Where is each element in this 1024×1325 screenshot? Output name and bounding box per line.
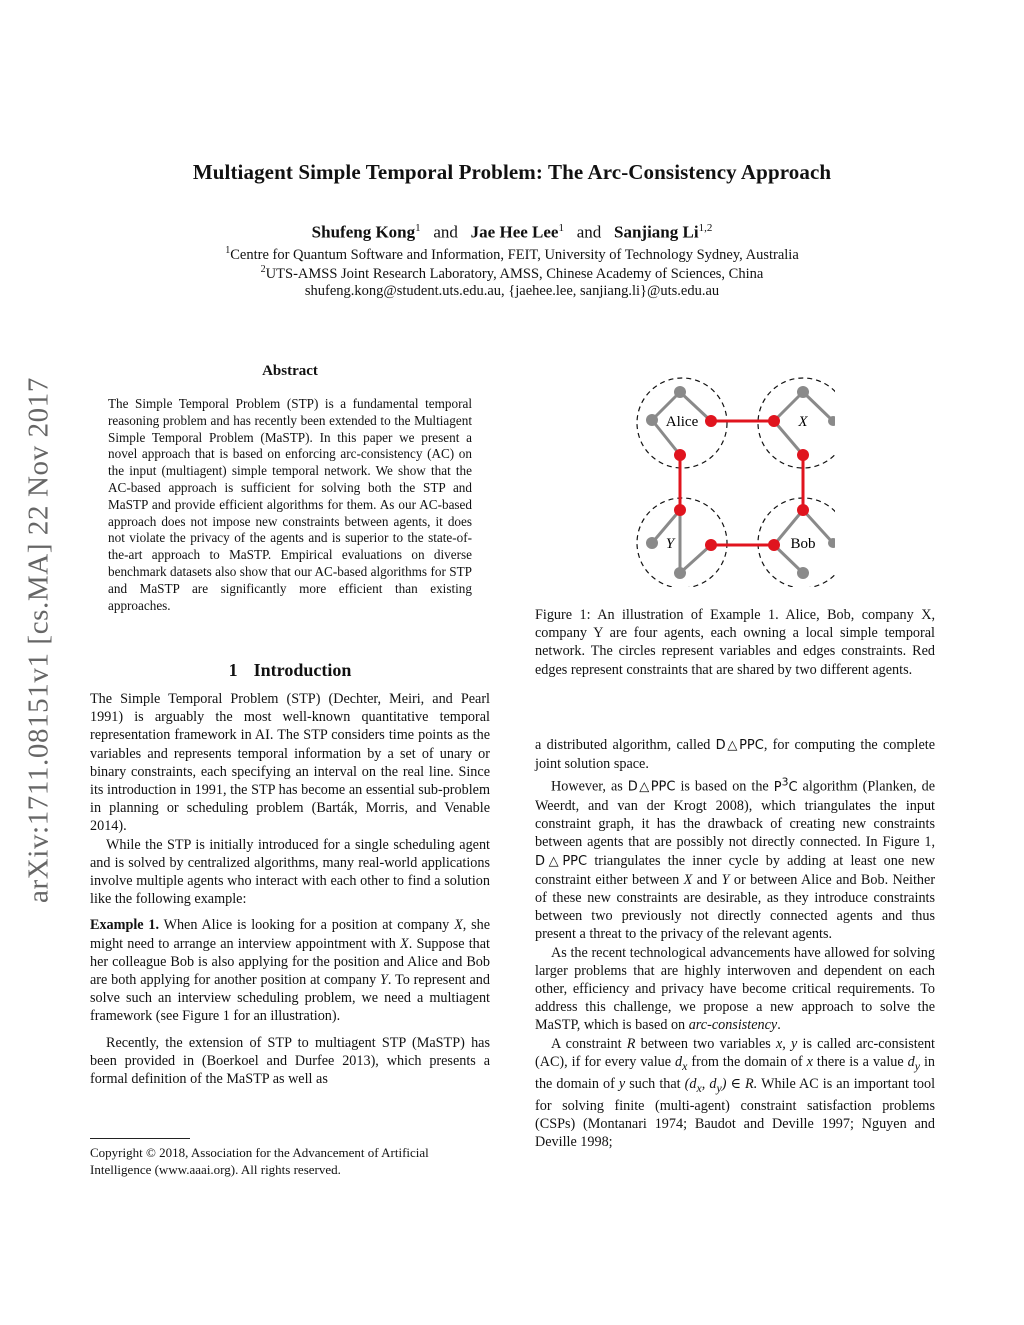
math-sub: y [716,1080,722,1095]
right-paragraph-3: As the recent technological advancements have allowed for solving larger problems that are highly interwoven and dependent on each other, efficiency and privacy have become critical requirements. To address this challenge, we propose a new approach to solve the MaSTP, which is based on arc-consistency. [535,944,935,1034]
author-sup: 1 [558,222,564,234]
math-sub: x [682,1058,688,1073]
right-column [535,736,935,1151]
arxiv-stamp [10,340,68,940]
copyright-footnote: Copyright © 2018, Association for the Advancement of Artificial Intelligence (www.aaai.org). All rights reserved. [90,1145,429,1177]
affiliation-sup: 2 [260,264,266,275]
figure-1-diagram [630,375,835,587]
algorithm-name-part: P [773,779,782,795]
section-number: 1 [228,660,238,680]
math-variable: x [806,1053,813,1070]
affiliation-sup: 1 [225,245,231,256]
algorithm-name: D△PPC [715,738,764,753]
emphasis-text: arc-consistency [688,1017,778,1034]
example-text: . To represent and solve such an interview scheduling problem, we need a multiagent framework (see Figure 1 for an illustration). [90,972,490,1025]
shared-edges [680,421,803,545]
math-variable [907,1053,920,1073]
math-part: d [907,1053,915,1070]
math-variable: Y [380,972,388,989]
abstract-heading: Abstract [262,363,318,379]
author-list [0,222,1024,243]
intro-paragraph-3: Recently, the extension of STP to multiagent STP (MaSTP) has been provided in (Boerkoel and Durfee 2013), which presents a formal definition of the MaSTP as well as [90,1034,490,1088]
abstract-text: The Simple Temporal Problem (STP) is a fundamental temporal reasoning problem and has recently been extended to the Multiagent Simple Temporal Problem (MaSTP). In this paper we present a novel approach that is based on enforcing arc-consistency (AC) on the input (multiagent) simple temporal network. We show that the AC-based approach is sufficient for solving both the STP and MaSTP and provide efficient algorithms for them. As our AC-based approach does not impose new constraints between agents, it does not violate the privacy of the agents and is superior to the state-of-the-art approach to MaSTP. Empirical evaluations on diverse benchmark datasets also show that our AC-based algorithms for STP and MaSTP are significantly more efficient than existing approaches. [108,396,472,613]
affiliation [0,264,1024,283]
algorithm-name [773,775,798,795]
algorithm-name-sup: 3 [781,775,789,789]
affiliation [0,245,1024,264]
paragraph-text: is called arc-consistent (AC), if for every value [535,1035,935,1070]
intro-paragraph-1: The Simple Temporal Problem (STP) (Dechter, Meiri, and Pearl 1991) is arguably the most well-known quantitative temporal representation framework in AI. The STP considers time points as the variables and represents temporal information by a set of unary or binary constraints, each specifying an interval on the real line. Since its introduction in 1991, the STP has become an essential sub-problem in planning or scheduling problem (Barták, Morris, and Venable 2014). [90,691,490,835]
math-variable: R [626,1035,636,1052]
author-emails: shufeng.kong@student.uts.edu.au, {jaehee.lee, sanjiang.li}@uts.edu.au [304,283,720,299]
label-bob: Bob [790,536,816,552]
paragraph-text: , for computing the complete joint solution space. [535,737,935,773]
math-variable: X [454,917,463,934]
abstract-body [108,396,472,614]
section-heading-introduction [90,660,490,681]
author-name: Sanjiang Li [614,222,699,242]
algorithm-name: D△PPC [627,779,676,795]
math-variable: X [400,935,409,952]
math-part: (d [684,1075,697,1092]
math-variable: Y [721,871,730,888]
figure-1-caption: Figure 1: An illustration of Example 1. Alice, Bob, company X, company Y are four agents, each owning a local simple temporal network. The circles represent variables and edges constraints. Red edges represent constraints that are shared by two different agents. [535,607,935,678]
paragraph-text: or between Alice and Bob. Neither of these new constraints are desirable, as they introduce constraints between two previously not directly connected agents and thus present a threat to the privacy of the relevant agents. [535,871,936,943]
paragraph-text: there is a value [816,1053,904,1070]
paper-title: Multiagent Simple Temporal Problem: The Arc-Consistency Approach [192,160,832,184]
paragraph-text: is based on the [680,778,769,795]
math-expression: ($d_x$, $d_y$) ∈ R. [684,1075,758,1095]
paragraph-text: between two variables [640,1035,771,1052]
algorithm-name: D△PPC [535,853,588,869]
intro-paragraph-2: While the STP is initially introduced for a single scheduling agent and is solved by centralized algorithms, many real-world applications involve multiple agents who interact with each other to find a solution like the following example: [90,836,490,908]
author-name: Jae Hee Lee [470,222,559,242]
example-text: . Suppose that her colleague Bob is also applying for the position and Alice and Bob are both applying for another position at company [90,935,490,989]
label-x: X [798,414,808,430]
paragraph-text: from the domain of [691,1053,803,1070]
paragraph-text: in the domain of [535,1053,936,1092]
math-variable: y [618,1075,626,1092]
example-text: When Alice is looking for a position at company [163,917,450,934]
author-separator: and [433,222,458,242]
author-separator: and [576,222,602,242]
math-sub: x [696,1080,702,1095]
section-title: Introduction [253,660,352,680]
author-name: Shufeng Kong [311,222,416,242]
paragraph-text: such that [629,1075,681,1092]
arxiv-stamp-text: arXiv:1711.08151v1 [cs.MA] 22 Nov 2017 [22,377,55,903]
math-variable: X [683,871,693,888]
label-alice: Alice [665,414,699,430]
right-paragraph-4 [535,1035,935,1152]
left-column [90,690,490,1088]
paragraph-text: A constraint [551,1035,622,1052]
paragraph-text: As the recent technological advancements have allowed for solving larger problems that are highly interwoven and dependent on each other, efficiency and privacy have become critical requirements. To address this challenge, we propose a new approach to solve the MaSTP, which is based on [535,944,935,1034]
paragraph-text: However, as [551,778,623,795]
author-sup: 1 [415,222,421,234]
example-1 [90,916,490,1025]
label-y: Y [665,536,675,552]
math-variable [675,1053,688,1073]
footnote-rule [90,1138,190,1139]
math-sub: y [914,1058,920,1073]
math-part: ) ∈ R. [721,1075,758,1092]
example-text: , she might need to arrange an interview appointment with [90,917,490,952]
math-part: d [675,1053,683,1070]
example-label: Example 1. [90,917,160,934]
affiliation-text: Centre for Quantum Software and Information, FEIT, University of Technology Sydney, Australia [230,246,799,263]
paragraph-text: a distributed algorithm, called [535,737,711,753]
math-part: d [709,1075,717,1092]
algorithm-name-part: C [788,779,798,795]
author-sup: 1,2 [698,222,713,234]
right-paragraph-1 [535,736,935,773]
affiliation-text: UTS-AMSS Joint Research Laboratory, AMSS, Chinese Academy of Sciences, China [265,265,764,282]
math-variable: x, y [775,1035,798,1052]
paragraph-text: algorithm (Planken, de Weerdt, and van der Krogt 2008), which triangulates the input constraint graph, it has the drawback of creating new constraints between agents that are possibly not directly connected. In Figure 1, [535,778,936,851]
paragraph-text: While AC is an important tool for solving finite (multi-agent) constraint satisfaction problems (CSPs) (Montanari 1974; Baudot and Deville 1997; Nguyen and Deville 1998; [535,1075,936,1151]
paragraph-text: and [696,871,718,888]
paragraph-text: triangulates the inner cycle by adding at least one new constraint either between [535,852,936,888]
right-paragraph-2 [535,773,935,943]
